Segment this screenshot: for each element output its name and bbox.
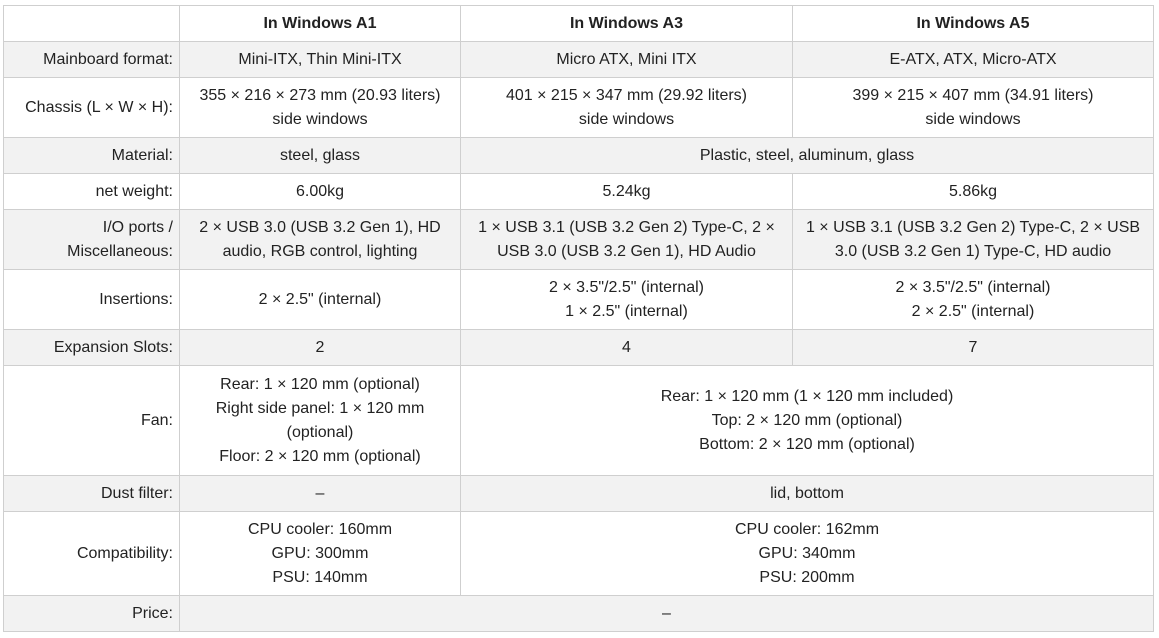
row-fan bbox=[4, 366, 1154, 476]
compat-a3a5-gpu: GPU: 340mm bbox=[758, 544, 856, 562]
label-io-line1: I/O ports / bbox=[102, 218, 173, 236]
chassis-a5-note: side windows bbox=[925, 110, 1021, 128]
cell-weight-a5: 5.86kg bbox=[793, 174, 1154, 210]
cell-weight-a3: 5.24kg bbox=[461, 174, 793, 210]
label-mainboard: Mainboard format: bbox=[4, 42, 180, 78]
row-chassis bbox=[4, 78, 1154, 138]
io-a3-line2: USB 3.0 (USB 3.2 Gen 1), HD Audio bbox=[497, 242, 756, 260]
header-a1: In Windows A1 bbox=[180, 6, 461, 42]
cell-io-a5 bbox=[793, 210, 1154, 270]
chassis-a3-dims: 401 × 215 × 347 mm (29.92 liters) bbox=[505, 86, 748, 104]
io-a1-line2: audio, RGB control, lighting bbox=[222, 242, 418, 260]
cell-io-a3 bbox=[461, 210, 793, 270]
row-mainboard bbox=[4, 42, 1154, 78]
spec-table bbox=[3, 5, 1154, 632]
label-dust: Dust filter: bbox=[4, 476, 180, 512]
io-a1-line1: 2 × USB 3.0 (USB 3.2 Gen 1), HD bbox=[199, 218, 441, 236]
io-a5-line2: 3.0 (USB 3.2 Gen 1) Type-C, HD audio bbox=[834, 242, 1112, 260]
fan-a3a5-line2: Top: 2 × 120 mm (optional) bbox=[711, 411, 903, 429]
insertions-a3-line1: 2 × 3.5"/2.5" (internal) bbox=[549, 278, 704, 296]
compat-a1-gpu: GPU: 300mm bbox=[271, 544, 369, 562]
cell-slots-a3: 4 bbox=[461, 330, 793, 366]
label-weight: net weight: bbox=[4, 174, 180, 210]
cell-dust-a1: – bbox=[180, 476, 461, 512]
cell-chassis-a1 bbox=[180, 78, 461, 138]
compat-a1-psu: PSU: 140mm bbox=[272, 568, 368, 586]
io-a3-line1: 1 × USB 3.1 (USB 3.2 Gen 2) Type-C, 2 × bbox=[478, 218, 775, 236]
fan-a1-line2: Right side panel: 1 × 120 mm bbox=[215, 399, 425, 417]
row-insertions bbox=[4, 270, 1154, 330]
cell-fan-a3a5 bbox=[461, 366, 1154, 476]
insertions-a5-line1: 2 × 3.5"/2.5" (internal) bbox=[895, 278, 1051, 296]
label-price: Price: bbox=[4, 596, 180, 632]
cell-insertions-a3 bbox=[461, 270, 793, 330]
row-io bbox=[4, 210, 1154, 270]
cell-slots-a5: 7 bbox=[793, 330, 1154, 366]
row-material bbox=[4, 138, 1154, 174]
fan-a1-line3: (optional) bbox=[286, 423, 354, 441]
cell-material-a1: steel, glass bbox=[180, 138, 461, 174]
header-row bbox=[4, 6, 1154, 42]
row-dust bbox=[4, 476, 1154, 512]
chassis-a1-dims: 355 × 216 × 273 mm (20.93 liters) bbox=[199, 86, 441, 104]
compat-a3a5-psu: PSU: 200mm bbox=[759, 568, 855, 586]
header-empty bbox=[4, 6, 180, 42]
label-material: Material: bbox=[4, 138, 180, 174]
fan-a3a5-line3: Bottom: 2 × 120 mm (optional) bbox=[699, 435, 915, 453]
cell-insertions-a5 bbox=[793, 270, 1154, 330]
chassis-a5-dims: 399 × 215 × 407 mm (34.91 liters) bbox=[852, 86, 1094, 104]
label-chassis: Chassis (L × W × H): bbox=[4, 78, 180, 138]
compat-a1-cpu: CPU cooler: 160mm bbox=[247, 520, 393, 538]
cell-fan-a1 bbox=[180, 366, 461, 476]
cell-material-a3a5: Plastic, steel, aluminum, glass bbox=[461, 138, 1154, 174]
fan-a1-line1: Rear: 1 × 120 mm (optional) bbox=[220, 375, 420, 393]
row-slots bbox=[4, 330, 1154, 366]
io-a5-line1: 1 × USB 3.1 (USB 3.2 Gen 2) Type-C, 2 × USB bbox=[805, 218, 1141, 236]
cell-weight-a1: 6.00kg bbox=[180, 174, 461, 210]
label-compat: Compatibility: bbox=[4, 512, 180, 596]
fan-a3a5-line1: Rear: 1 × 120 mm (1 × 120 mm included) bbox=[660, 387, 954, 405]
label-slots: Expansion Slots: bbox=[4, 330, 180, 366]
cell-chassis-a5 bbox=[793, 78, 1154, 138]
cell-io-a1 bbox=[180, 210, 461, 270]
compat-a3a5-cpu: CPU cooler: 162mm bbox=[734, 520, 880, 538]
cell-slots-a1: 2 bbox=[180, 330, 461, 366]
chassis-a3-note: side windows bbox=[578, 110, 675, 128]
cell-compat-a3a5 bbox=[461, 512, 1154, 596]
cell-mainboard-a5: E-ATX, ATX, Micro-ATX bbox=[793, 42, 1154, 78]
label-fan: Fan: bbox=[4, 366, 180, 476]
cell-mainboard-a3: Micro ATX, Mini ITX bbox=[461, 42, 793, 78]
insertions-a5-line2: 2 × 2.5" (internal) bbox=[911, 302, 1035, 320]
chassis-a1-note: side windows bbox=[272, 110, 368, 128]
insertions-a3-line2: 1 × 2.5" (internal) bbox=[565, 302, 688, 320]
cell-dust-a3a5: lid, bottom bbox=[461, 476, 1154, 512]
row-compat bbox=[4, 512, 1154, 596]
cell-mainboard-a1: Mini-ITX, Thin Mini-ITX bbox=[180, 42, 461, 78]
label-insertions: Insertions: bbox=[4, 270, 180, 330]
cell-compat-a1 bbox=[180, 512, 461, 596]
cell-chassis-a3 bbox=[461, 78, 793, 138]
label-io-line2: Miscellaneous: bbox=[67, 242, 173, 260]
row-price bbox=[4, 596, 1154, 632]
header-a5: In Windows A5 bbox=[793, 6, 1154, 42]
cell-insertions-a1: 2 × 2.5" (internal) bbox=[180, 270, 461, 330]
label-io bbox=[4, 210, 180, 270]
cell-price-all: – bbox=[180, 596, 1154, 632]
header-a3: In Windows A3 bbox=[461, 6, 793, 42]
fan-a1-line4: Floor: 2 × 120 mm (optional) bbox=[219, 447, 421, 465]
row-weight bbox=[4, 174, 1154, 210]
